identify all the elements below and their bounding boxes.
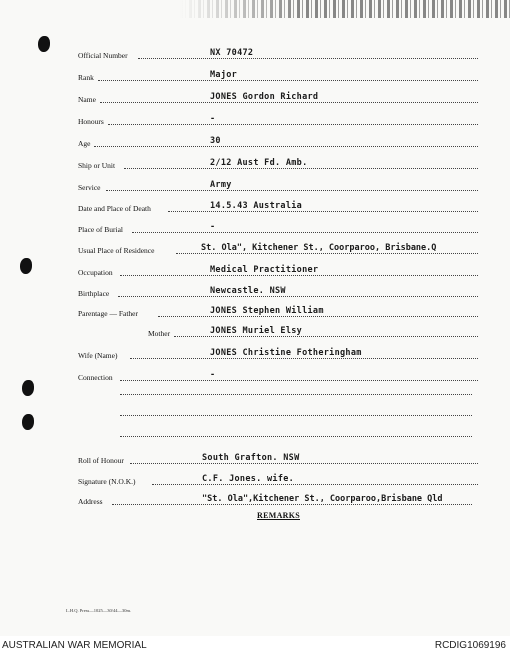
field-label: Connection [78,373,113,382]
field-label: Rank [78,73,94,82]
field-ship-or-unit [78,156,478,170]
field-date-place-of-death [78,199,478,213]
field-label: Occupation [78,268,113,277]
field-value: NX 70472 [210,48,254,58]
archive-footer [0,636,510,654]
field-label: Date and Place of Death [78,204,151,213]
field-value: - [210,222,216,232]
field-name [78,90,478,104]
field-value: "St. Ola",Kitchener St., Coorparoo,Brisbane Qld [202,494,443,504]
field-age [78,134,478,148]
field-honours [78,112,478,126]
field-label: Name [78,95,96,104]
field-wife [78,346,478,360]
field-value: JONES Christine Fotheringham [210,348,362,358]
punch-hole [38,36,50,52]
punch-hole [22,380,34,396]
field-value: South Grafton. NSW [202,453,300,463]
field-address [78,492,506,506]
field-value: JONES Muriel Elsy [210,326,303,336]
field-label: Ship or Unit [78,161,116,170]
field-signature [78,472,478,486]
field-label: Roll of Honour [78,456,124,465]
field-label: Age [78,139,91,148]
field-value: - [210,114,216,124]
field-official-number [78,46,478,60]
field-mother [148,324,478,338]
field-place-of-burial [78,220,478,234]
field-value: Major [210,70,238,80]
field-label: Place of Burial [78,225,123,234]
field-label: Parentage — Father [78,309,138,318]
printer-note: L.H.Q. Press—1025—30/44—30m. [66,608,132,613]
archive-id: RCDIG1069196 [434,640,506,651]
field-service [78,178,478,192]
field-value: C.F. Jones. wife. [202,474,295,484]
blank-line [120,415,472,416]
field-value: - [210,370,216,380]
field-father [78,304,478,318]
field-rank [78,68,478,82]
field-roll-of-honour [78,451,478,465]
blank-line [120,394,472,395]
field-occupation [78,263,478,277]
field-birthplace [78,284,478,298]
field-label: Honours [78,117,104,126]
field-label: Birthplace [78,289,110,298]
field-value: St. Ola", Kitchener St., Coorparoo, Brisbane.Q [201,243,437,253]
field-value: JONES Stephen William [210,306,324,316]
field-value: 14.5.43 Australia [210,201,303,211]
field-label: Signature (N.O.K.) [78,477,136,486]
field-label: Wife (Name) [78,351,118,360]
field-usual-residence [78,241,498,255]
field-value: Newcastle. NSW [210,286,286,296]
field-value: 2/12 Aust Fd. Amb. [210,158,308,168]
field-value: Army [210,180,232,190]
field-label: Address [78,497,103,506]
field-value: 30 [210,136,221,146]
field-label: Usual Place of Residence [78,246,155,255]
remarks-heading: REMARKS [257,511,300,520]
punch-hole [22,414,34,430]
field-label: Mother [148,329,171,338]
field-label: Service [78,183,101,192]
field-label: Official Number [78,51,128,60]
field-connection [78,368,478,382]
archive-name: AUSTRALIAN WAR MEMORIAL [2,640,147,651]
punch-hole [20,258,32,274]
field-value: JONES Gordon Richard [210,92,319,102]
field-value: Medical Practitioner [210,265,319,275]
blank-line [120,436,472,437]
